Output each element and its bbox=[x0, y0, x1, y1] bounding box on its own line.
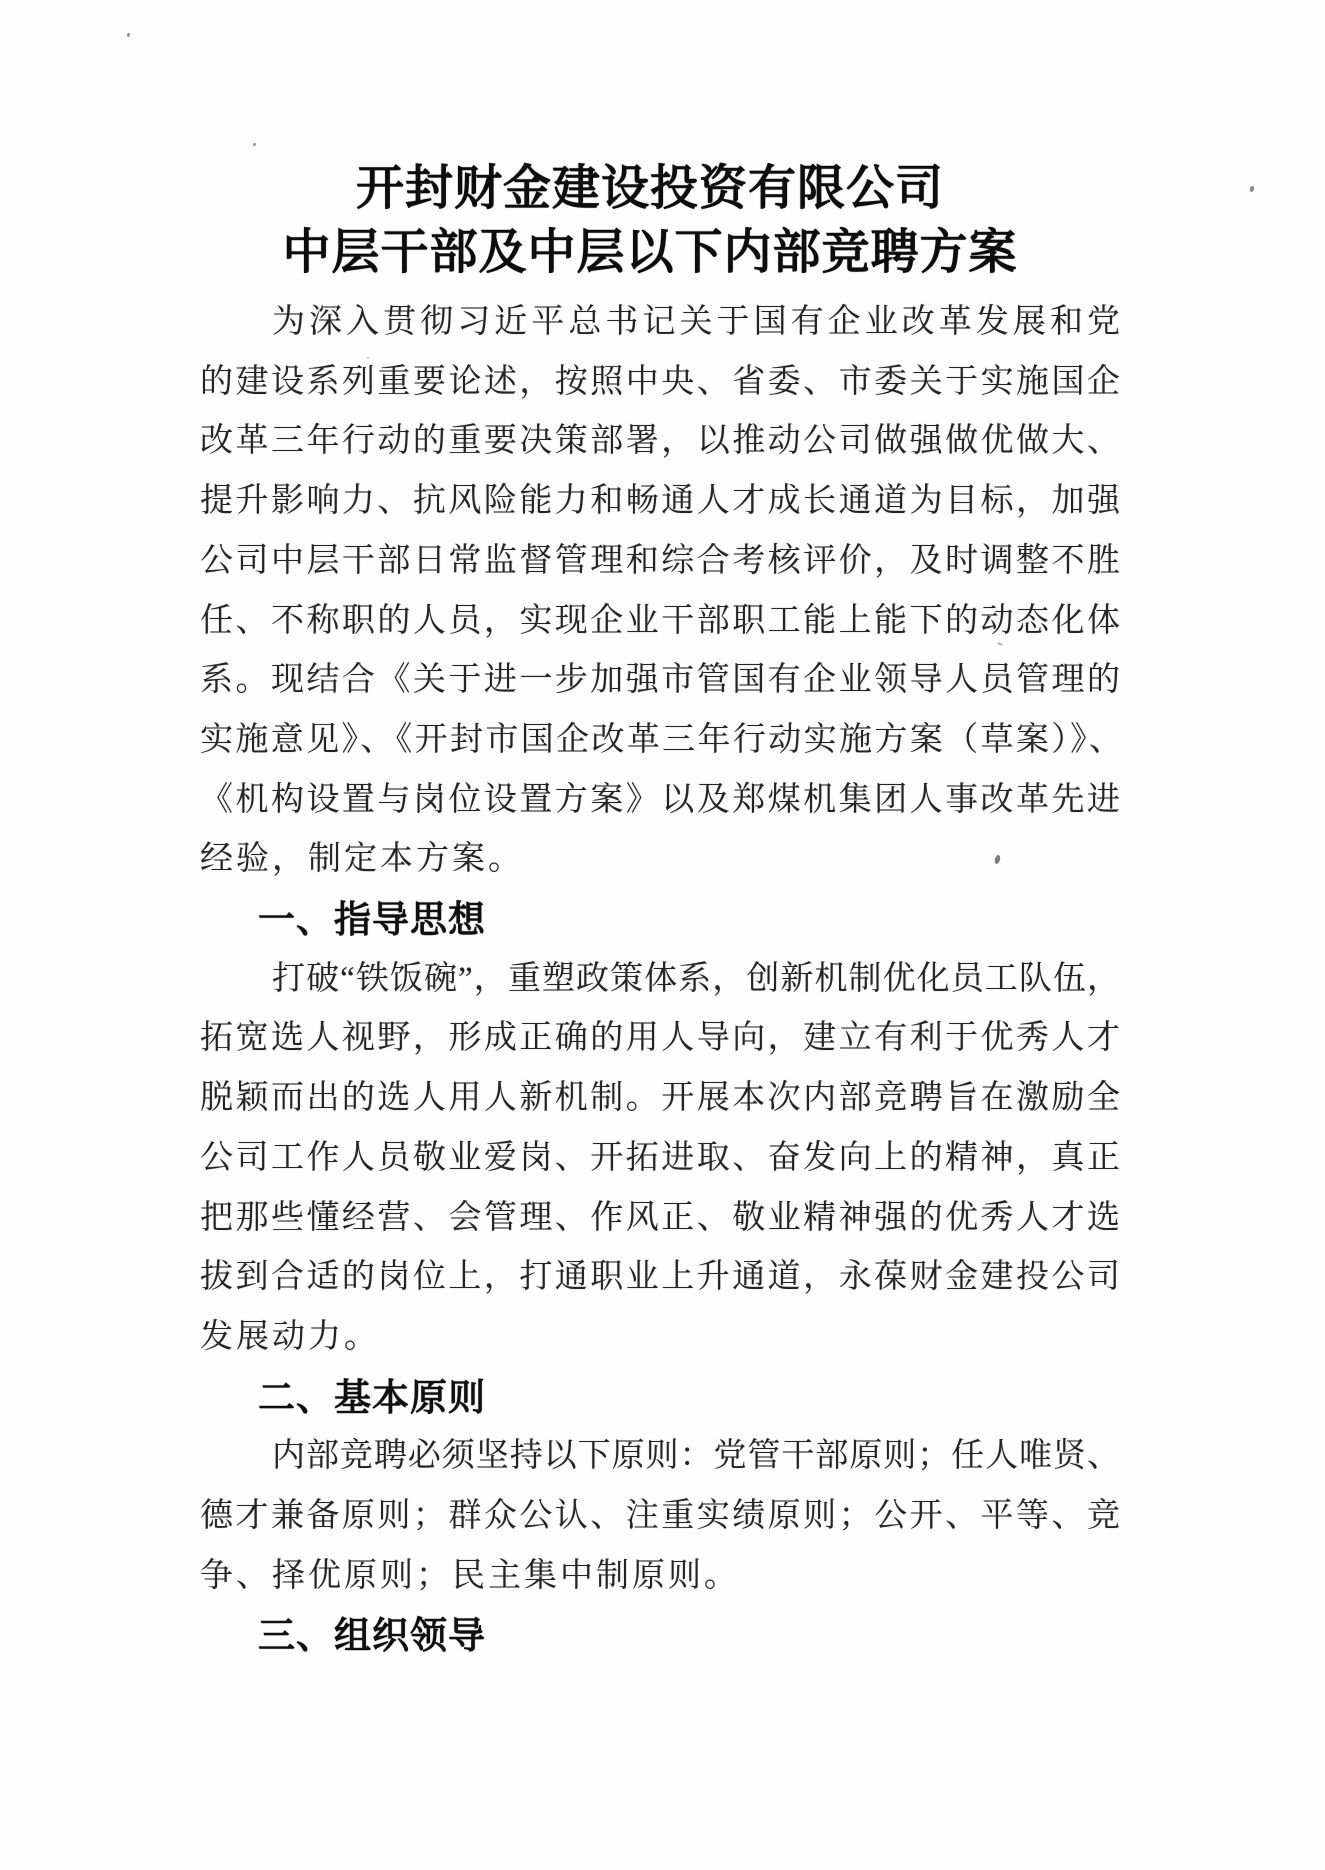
document-title-line2: 中层干部及中层以下内部竞聘方案 bbox=[282, 226, 1018, 279]
text-line: 系。现结合《关于进一步加强市管国有企业领导人员管理的 bbox=[200, 662, 1120, 699]
text-line: 打破“铁饭碗”，重塑政策体系，创新机制优化员工队伍， bbox=[272, 960, 1120, 997]
text-line: 争、择优原则；民主集中制原则。 bbox=[200, 1557, 740, 1594]
text-line: 经验，制定本方案。 bbox=[200, 841, 524, 878]
section-heading: 二、基本原则 bbox=[258, 1376, 486, 1418]
text-line: 公司中层干部日常监督管理和综合考核评价，及时调整不胜 bbox=[200, 542, 1120, 579]
text-line: 改革三年行动的重要决策部署，以推动公司做强做优做大、 bbox=[200, 423, 1120, 460]
text-line: 实施意见》、《开封市国企改革三年行动实施方案（草案）》、 bbox=[200, 721, 1120, 758]
scan-speck bbox=[253, 143, 257, 147]
text-line: 把那些懂经营、会管理、作风正、敬业精神强的优秀人才选 bbox=[200, 1199, 1120, 1236]
text-line: 脱颖而出的选人用人新机制。开展本次内部竞聘旨在激励全 bbox=[200, 1080, 1120, 1117]
text-line: 提升影响力、抗风险能力和畅通人才成长通道为目标，加强 bbox=[200, 483, 1120, 520]
document-body bbox=[200, 293, 1120, 1666]
section-heading: 一、指导思想 bbox=[258, 899, 486, 941]
document-title-line1: 开封财金建设投资有限公司 bbox=[355, 162, 944, 215]
text-line: 任、不称职的人员，实现企业干部职工能上能下的动态化体 bbox=[200, 602, 1120, 639]
text-line: 拔到合适的岗位上，打通职业上升通道，永葆财金建投公司 bbox=[200, 1259, 1120, 1296]
scan-speck bbox=[126, 33, 130, 38]
document-title bbox=[0, 157, 1300, 285]
text-line: 德才兼备原则；群众公认、注重实绩原则；公开、平等、竞 bbox=[200, 1498, 1120, 1535]
text-line: 《机构设置与岗位设置方案》以及郑煤机集团人事改革先进 bbox=[200, 781, 1120, 818]
text-line: 公司工作人员敬业爱岗、开拓进取、奋发向上的精神，真正 bbox=[200, 1139, 1120, 1176]
text-line: 的建设系列重要论述，按照中央、省委、市委关于实施国企 bbox=[200, 363, 1120, 400]
text-line: 拓宽选人视野，形成正确的用人导向，建立有利于优秀人才 bbox=[200, 1020, 1120, 1057]
text-line: 发展动力。 bbox=[200, 1318, 380, 1355]
section-heading: 三、组织领导 bbox=[258, 1615, 486, 1657]
text-line: 内部竞聘必须坚持以下原则：党管干部原则；任人唯贤、 bbox=[272, 1438, 1120, 1475]
text-line: 为深入贯彻习近平总书记关于国有企业改革发展和党 bbox=[272, 304, 1120, 340]
